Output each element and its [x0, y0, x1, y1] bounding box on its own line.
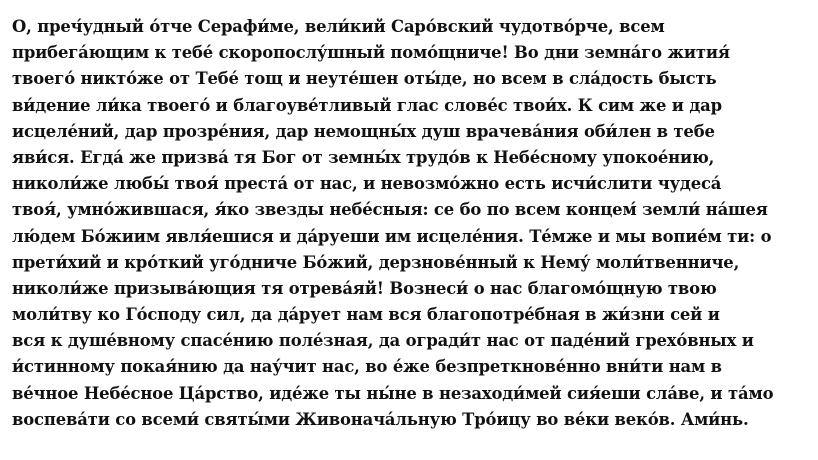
prayer-line: О, преч́удный о́тче Серафи́ме, вели́кий Саро́вский чудотво́рче, всем [12, 17, 665, 36]
prayer-line: твоя́, умно́жившася, я́ко звезды небе́сныя: се бо по всем концем́ земли́ на́шея [12, 200, 768, 220]
prayer-line: и́стинному покая́нию да нау́чит нас, во е́же безпреткнове́нно вни́ти нам в [12, 357, 722, 377]
prayer-line: яви́ся. Егда́ же призва́ тя Бог от земны́х трудо́в к Небе́сному упокое́нию, [12, 147, 715, 167]
prayer-line: воспева́ти со всеми́ святы́ми Живонача́льную Тро́ицу во ве́ки веко́в. Ами́нь. [12, 409, 749, 429]
prayer-line: исцеле́ний, дар прозре́ния, дар немощны́х душ врачева́ния оби́лен в тебе [12, 121, 715, 141]
prayer-line: прети́хий и кро́ткий уго́дниче Бо́жий, дерзнове́нный к Нему́ моли́твенниче, [12, 252, 740, 272]
prayer-line: моли́тву ко Го́споду сил, да да́рует нам вся благопотре́бная в жи́зни сей и [12, 305, 720, 325]
prayer-line: твоего́ никто́же от Тебе́ тощ и неуте́шен оты́де, но всем в сла́дость бысть [12, 69, 717, 89]
prayer-line: лю́дем Бо́жиим явля́ешися и да́руеши им исцеле́ния. Те́мже и мы вопие́м ти: о [12, 226, 772, 246]
prayer-line: николи́же призыва́ющия тя отрева́яй! Вознеси́ о нас благомо́щную твою [12, 278, 717, 298]
prayer-line: николи́же любы́ твоя́ преста́ от нас, и невозмо́жно есть исчи́слити чудеса́ [12, 174, 722, 194]
prayer-line: ви́дение ли́ка твоего́ и благоуве́тливый глас слове́с твои́х. К сим же и дар [12, 95, 722, 115]
prayer-text [12, 14, 812, 433]
prayer-line: вся к душе́вному спасе́нию поле́зная, да огради́т нас от паде́ний грехо́вных и [12, 331, 754, 351]
prayer-line: ве́чное Небе́сное Ца́рство, иде́же ты ны́не в незаходи́мей сия́еши сла́ве, и та́мо [12, 383, 774, 403]
prayer-line: прибега́ющим к тебе́ скоропослу́шный помо́щниче! Во дни земна́го жития́ [12, 43, 730, 63]
